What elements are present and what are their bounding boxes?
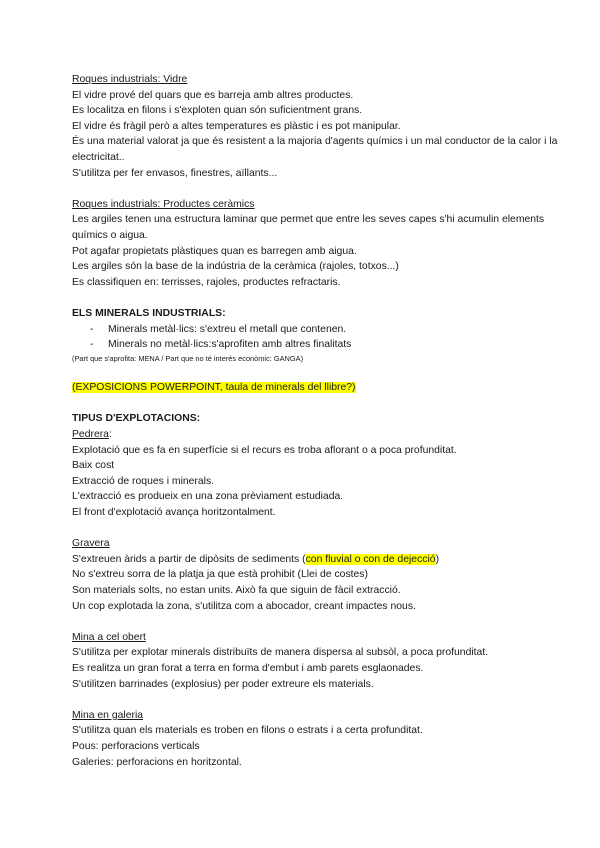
text-fragment: ) <box>435 553 440 565</box>
section-heading-minerals: ELS MINERALS INDUSTRIALS: <box>72 307 226 319</box>
subheading-mina-cel-obert: Mina a cel obert <box>72 631 146 643</box>
text-line: Explotació que es fa en superfície si el recurs es troba aflorant o a poca profunditat. <box>72 444 457 456</box>
text-line: Es localitza en filons i s'exploten quan són suficientment grans. <box>72 105 363 117</box>
text-line: Pous: perforacions verticals <box>72 740 200 752</box>
subheading-mina-galeria: Mina en galeria <box>72 709 144 721</box>
spacer <box>72 614 560 630</box>
text-line: Pot agafar propietats plàstiques quan es barregen amb aigua. <box>72 245 357 257</box>
text-line: L'extracció es produeix en una zona prèviament estudiada. <box>72 491 344 503</box>
minerals-bullet-list <box>72 322 560 353</box>
text-line: El vidre prové del quars que es barreja amb altres productes. <box>72 89 354 101</box>
spacer <box>72 181 560 197</box>
highlighted-fragment: con fluvial o con de dejecció <box>305 553 436 565</box>
text-line: Baix cost <box>72 460 115 472</box>
bullet-text: Minerals metàl·lics: s'extreu el metall que contenen. <box>108 323 347 335</box>
text-line: Extracció de roques i minerals. <box>72 475 215 487</box>
section-heading-vidre: Roques industrials: Vidre <box>72 74 188 85</box>
text-line: No s'extreu sorra de la platja ja que està prohibit (Llei de costes) <box>72 569 368 581</box>
highlighted-note: (EXPOSICIONS POWERPOINT, taula de minerals del llibre?) <box>72 382 356 394</box>
spacer <box>72 365 560 381</box>
subheading-pedrera-line <box>72 427 560 443</box>
text-line: Les argiles són la base de la indústria de la ceràmica (rajoles, totxos...) <box>72 261 399 273</box>
text-line: El vidre és fràgil però a altes temperatures es plàstic i es pot manipular. <box>72 120 401 132</box>
spacer <box>72 290 560 306</box>
text-line: S'utilitzen barrinades (explosius) per poder extreure els materials. <box>72 678 374 690</box>
subheading-gravera: Gravera <box>72 538 110 550</box>
subheading-pedrera: Pedrera <box>72 429 109 441</box>
spacer <box>72 521 560 537</box>
text-line: Son materials solts, no estan units. Això fa que siguin de fàcil extracció. <box>72 585 401 596</box>
text-line: S'utilitza quan els materials es troben en filons o estrats i a certa profunditat. <box>72 725 423 737</box>
text-line: El front d'explotació avança horitzontalment. <box>72 507 276 519</box>
text-line: S'utilitza per fer envasos, finestres, aïllants... <box>72 167 278 179</box>
bullet-marker: - <box>90 323 94 335</box>
text-line-gravera-1 <box>72 552 560 568</box>
spacer <box>72 396 560 412</box>
bullet-marker: - <box>90 339 94 351</box>
section-heading-ceramics: Roques industrials: Productes ceràmics <box>72 198 255 210</box>
text-line: Es realitza un gran forat a terra en forma d'embut i amb parets esglaonades. <box>72 662 424 674</box>
text-line: Les argiles tenen una estructura laminar que permet que entre les seves capes s'hi acumulin elements químics o aigua. <box>72 214 545 241</box>
text-line: S'utilitza per explotar minerals distribuïts de manera dispersa al subsòl, a poca profunditat. <box>72 647 489 659</box>
bullet-item <box>90 337 560 353</box>
text-line: És una material valorat ja que és resistent a la majoria d'agents químics i un mal conductor de la calor i la electricitat.. <box>72 136 558 163</box>
bullet-text: Minerals no metàl·lics:s'aprofiten amb altres finalitats <box>108 339 352 351</box>
minerals-note: (Part que s'aprofita: MENA / Part que no té interès econòmic: GANGA) <box>72 353 304 363</box>
section-heading-explotacions: TIPUS D'EXPLOTACIONS: <box>72 413 201 425</box>
text-fragment: S'extreuen àrids a partir de dipòsits de sediments ( <box>72 553 306 565</box>
text-line: Un cop explotada la zona, s'utilitza com a abocador, creant impactes nous. <box>72 600 416 612</box>
bullet-item <box>90 322 560 338</box>
subheading-colon: : <box>108 429 112 441</box>
text-line: Es classifiquen en: terrisses, rajoles, productes refractaris. <box>72 276 341 288</box>
text-line: Galeries: perforacions en horitzontal. <box>72 756 242 768</box>
spacer <box>72 692 560 708</box>
